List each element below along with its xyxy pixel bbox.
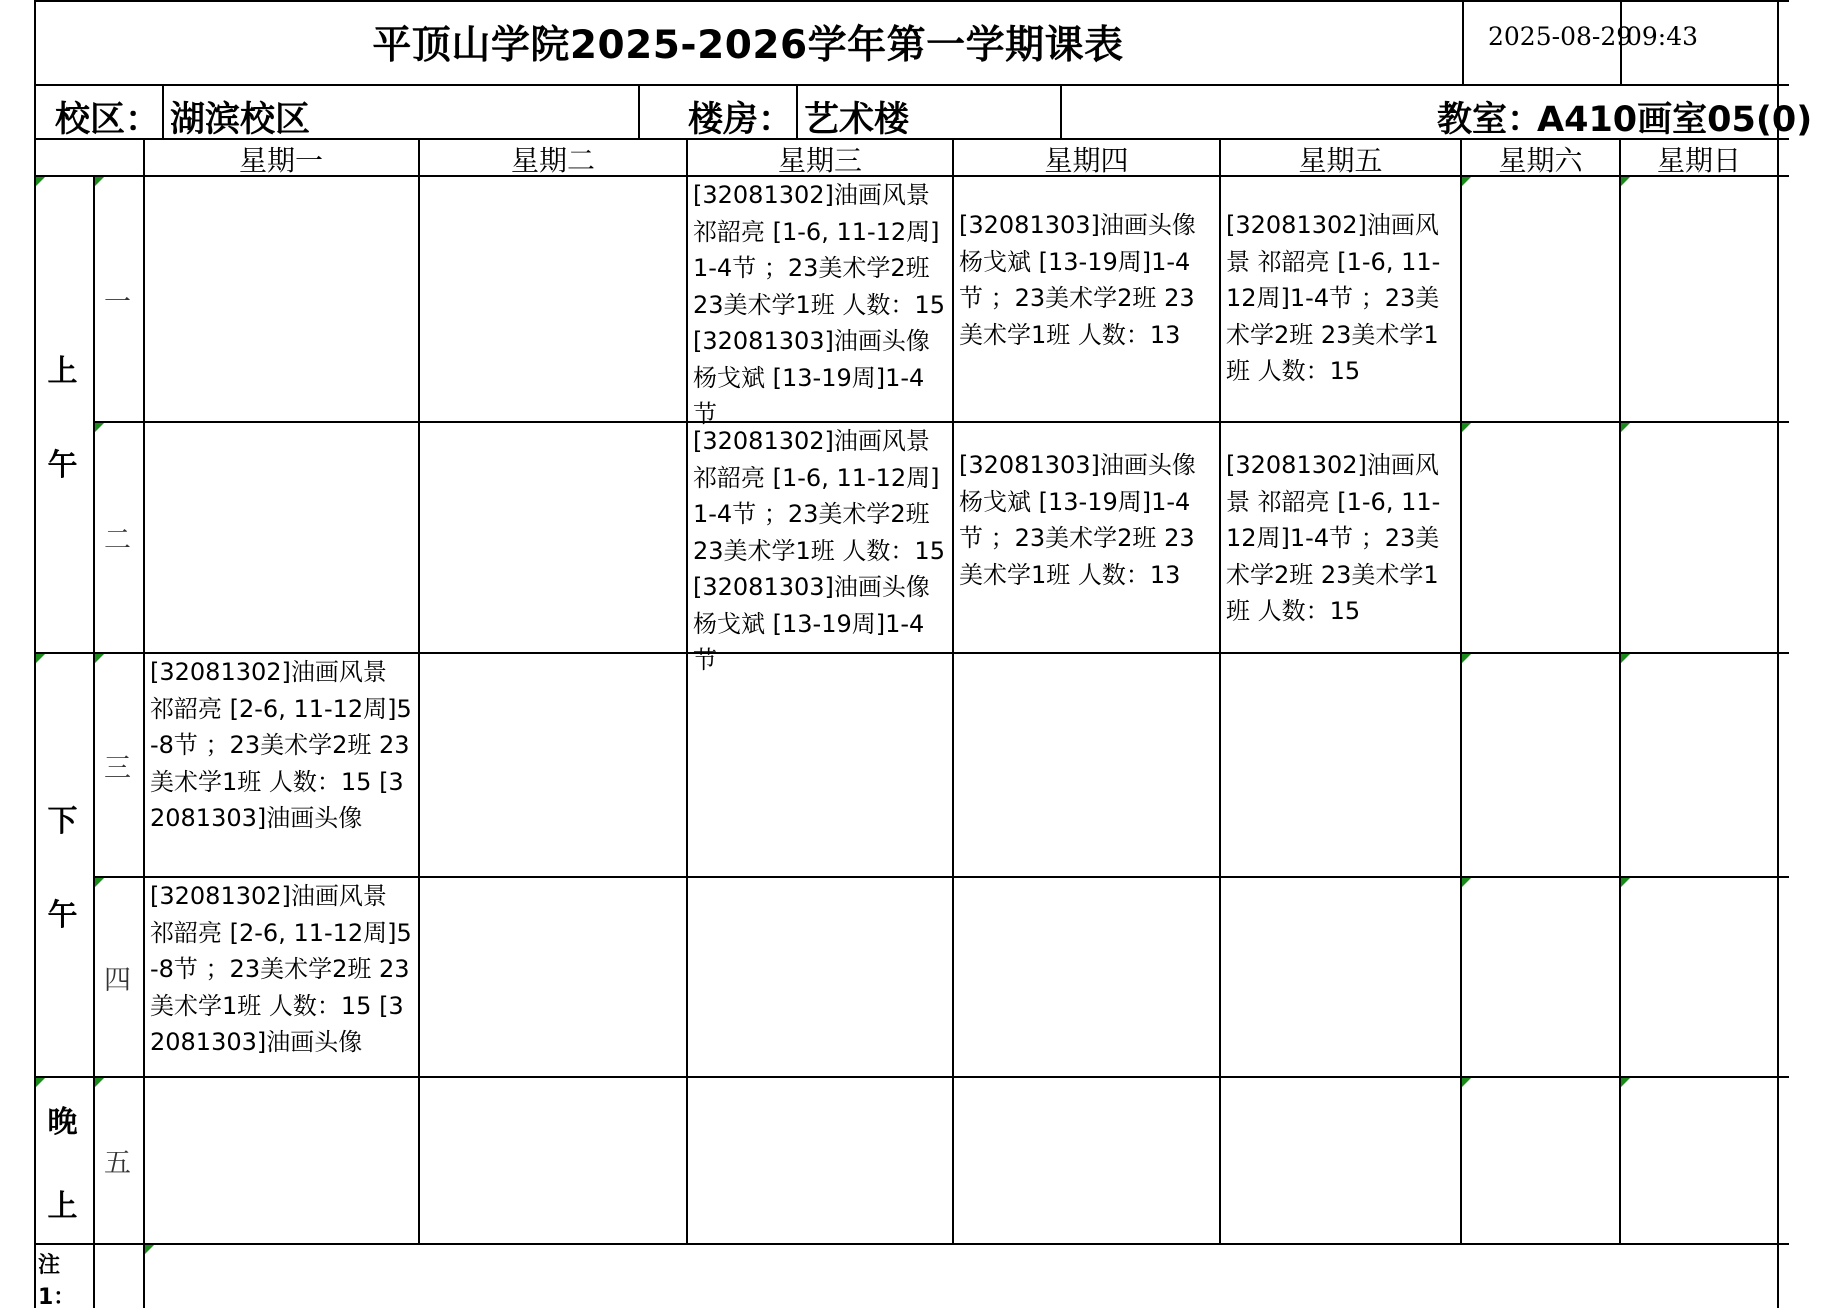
- period-3-label: 三: [104, 752, 131, 784]
- comment-marker: [95, 423, 104, 432]
- campus-label: 校区：: [55, 100, 161, 140]
- print-time: 09:43: [1626, 22, 1699, 51]
- day-header-fri: 星期五: [1298, 144, 1383, 177]
- comment-marker: [36, 1078, 45, 1087]
- comment-marker: [1621, 177, 1630, 186]
- day-header-mon: 星期一: [238, 144, 323, 177]
- campus-value: 湖滨校区: [170, 100, 311, 140]
- note-label: 注1：: [38, 1253, 76, 1310]
- segment-afternoon-char-2: 午: [47, 898, 78, 933]
- comment-marker: [36, 654, 45, 663]
- day-header-sun: 星期日: [1656, 144, 1741, 177]
- course-text: [32081302]油画风景 祁韶亮 [1-6, 11-12周]1-4节 ；23美术学2班 23美术学1班 人数：15 [32081303]油画头像 杨戈斌 [13-19周]1-4节: [693, 181, 945, 428]
- course-cell-p1-wed[interactable]: [688, 177, 952, 428]
- room-value: A410画室05(0): [1537, 100, 1813, 140]
- day-header-wed: 星期三: [777, 144, 862, 177]
- course-text: [32081302]油画风景 祁韶亮 [1-6, 11-12周]1-4节 ；23美术学2班 23美术学1班 人数：15: [1226, 211, 1441, 385]
- segment-afternoon: [35, 654, 90, 1076]
- course-text: [32081303]油画头像 杨戈斌 [13-19周]1-4节 ；23美术学2班 23美术学1班 人数：13: [959, 211, 1196, 349]
- course-text: [32081302]油画风景 祁韶亮 [2-6, 11-12周]5-8节 ；23美术学2班 23美术学1班 人数：15 [32081303]油画头像: [150, 882, 412, 1056]
- comment-marker: [36, 177, 45, 186]
- segment-evening: [35, 1078, 90, 1243]
- period-2-label: 二: [104, 525, 131, 556]
- course-text: [32081303]油画头像 杨戈斌 [13-19周]1-4节 ；23美术学2班 23美术学1班 人数：13: [959, 451, 1196, 589]
- comment-marker: [145, 1245, 154, 1254]
- course-cell-p4-mon[interactable]: [145, 878, 418, 1076]
- segment-evening-char-2: 上: [47, 1188, 78, 1224]
- segment-morning-char-1: 上: [47, 353, 78, 389]
- course-cell-p2-wed[interactable]: [688, 423, 952, 674]
- comment-marker: [95, 177, 104, 186]
- segment-evening-char-1: 晚: [47, 1104, 78, 1140]
- period-4-label: 四: [104, 964, 131, 996]
- period-5-label: 五: [104, 1148, 131, 1179]
- day-header-sat: 星期六: [1498, 144, 1583, 177]
- room-label: 教室：: [1437, 100, 1543, 140]
- segment-morning-char-2: 午: [47, 447, 78, 483]
- day-header-thu: 星期四: [1044, 144, 1129, 177]
- page-title: 平顶山学院2025-2026学年第一学期课表: [372, 23, 1124, 68]
- segment-afternoon-char-1: 下: [47, 804, 78, 839]
- course-cell-p2-fri[interactable]: [1221, 447, 1460, 652]
- course-cell-p1-thu[interactable]: [954, 207, 1219, 421]
- course-cell-p2-thu[interactable]: [954, 447, 1219, 652]
- comment-marker: [1621, 878, 1630, 887]
- comment-marker: [1621, 1078, 1630, 1087]
- comment-marker: [1462, 654, 1471, 663]
- print-date: 2025-08-29: [1488, 22, 1633, 51]
- course-cell-p1-fri[interactable]: [1221, 207, 1460, 421]
- comment-marker: [1621, 654, 1630, 663]
- comment-marker: [1462, 878, 1471, 887]
- course-cell-p3-mon[interactable]: [145, 654, 418, 876]
- building-label: 楼房：: [688, 100, 794, 140]
- day-header-tue: 星期二: [510, 144, 595, 177]
- course-text: [32081302]油画风景 祁韶亮 [1-6, 11-12周]1-4节 ；23美术学2班 23美术学1班 人数：15: [1226, 451, 1441, 625]
- segment-morning: [35, 177, 90, 652]
- comment-marker: [95, 878, 104, 887]
- period-1-label: 一: [104, 286, 131, 318]
- comment-marker: [1462, 423, 1471, 432]
- comment-marker: [1462, 177, 1471, 186]
- course-text: [32081302]油画风景 祁韶亮 [2-6, 11-12周]5-8节 ；23美术学2班 23美术学1班 人数：15 [32081303]油画头像: [150, 658, 412, 832]
- building-value: 艺术楼: [804, 100, 910, 140]
- comment-marker: [95, 654, 104, 663]
- comment-marker: [95, 1078, 104, 1087]
- comment-marker: [1462, 1078, 1471, 1087]
- comment-marker: [1621, 423, 1630, 432]
- course-text: [32081302]油画风景 祁韶亮 [1-6, 11-12周]1-4节 ；23美术学2班 23美术学1班 人数：15 [32081303]油画头像 杨戈斌 [13-19周]1-4节: [693, 427, 945, 674]
